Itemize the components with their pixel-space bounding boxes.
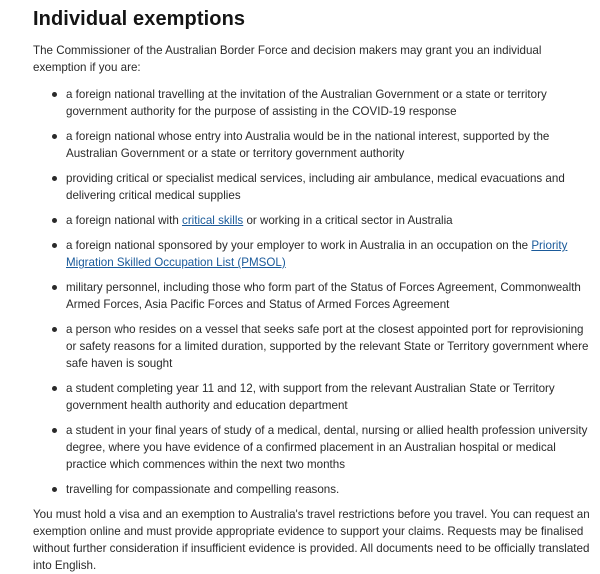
list-item-text: a student in your final years of study of a medical, dental, nursing or allied health profession university degree, where you have evidence of a confirmed placement in an Australian hospital or medical practice which commences within the next two months — [66, 424, 588, 471]
bullet-icon — [52, 176, 57, 181]
list-item-text: a foreign national sponsored by your employer to work in Australia in an occupation on the — [66, 239, 532, 252]
list-item — [59, 422, 592, 473]
critical-skills-link[interactable]: critical skills — [182, 214, 244, 227]
list-item — [59, 212, 592, 229]
list-item-text: a foreign national with — [66, 214, 183, 227]
list-item-text: a student completing year 11 and 12, with support from the relevant Australian State or Territory government health authority and education department — [66, 382, 555, 412]
bullet-icon — [52, 243, 57, 248]
bullet-icon — [52, 487, 57, 492]
list-item — [59, 481, 592, 498]
list-item — [59, 279, 592, 313]
list-item-text: a foreign national travelling at the invitation of the Australian Government or a state or territory government authority for the purpose of assisting in the COVID-19 response — [66, 88, 547, 118]
intro-paragraph: The Commissioner of the Australian Border Force and decision makers may grant you an individual exemption if you are: — [33, 44, 542, 74]
bullet-icon — [52, 285, 57, 290]
list-item-text: a foreign national whose entry into Australia would be in the national interest, supported by the Australian Government or a state or territory government authority — [66, 130, 550, 160]
list-item-text: or working in a critical sector in Australia — [243, 214, 453, 227]
list-item — [59, 237, 592, 271]
page-title: Individual exemptions — [33, 8, 246, 30]
bullet-icon — [52, 134, 57, 139]
list-item — [59, 86, 592, 120]
bullet-icon — [52, 92, 57, 97]
list-item-text: providing critical or specialist medical services, including air ambulance, medical evacuations and delivering critical medical supplies — [66, 172, 565, 202]
bullet-icon — [52, 327, 57, 332]
list-item — [59, 128, 592, 162]
list-item — [59, 321, 592, 372]
list-item-text: military personnel, including those who form part of the Status of Forces Agreement, Commonwealth Armed Forces, Asia Pacific Forces and Status of Armed Forces Agreement — [66, 281, 581, 311]
bullet-icon — [52, 428, 57, 433]
exemption-list — [33, 86, 592, 498]
pmsol-link[interactable]: Priority Migration Skilled Occupation List (PMSOL) — [66, 239, 568, 269]
list-item — [59, 170, 592, 204]
list-item-text: travelling for compassionate and compelling reasons. — [66, 483, 340, 496]
outro-paragraph: You must hold a visa and an exemption to Australia's travel restrictions before you travel. You can request an exemption online and must provide appropriate evidence to support your claims. Requests may be finalised without further consideration if insufficient evidence is provided. All documents need to be officially translated into English. — [33, 508, 590, 572]
bullet-icon — [52, 386, 57, 391]
list-item-text: a person who resides on a vessel that seeks safe port at the closest appointed port for reprovisioning or safety reasons for a limited duration, supported by the relevant State or Territory government where safe haven is sought — [66, 323, 589, 370]
bullet-icon — [52, 218, 57, 223]
list-item — [59, 380, 592, 414]
